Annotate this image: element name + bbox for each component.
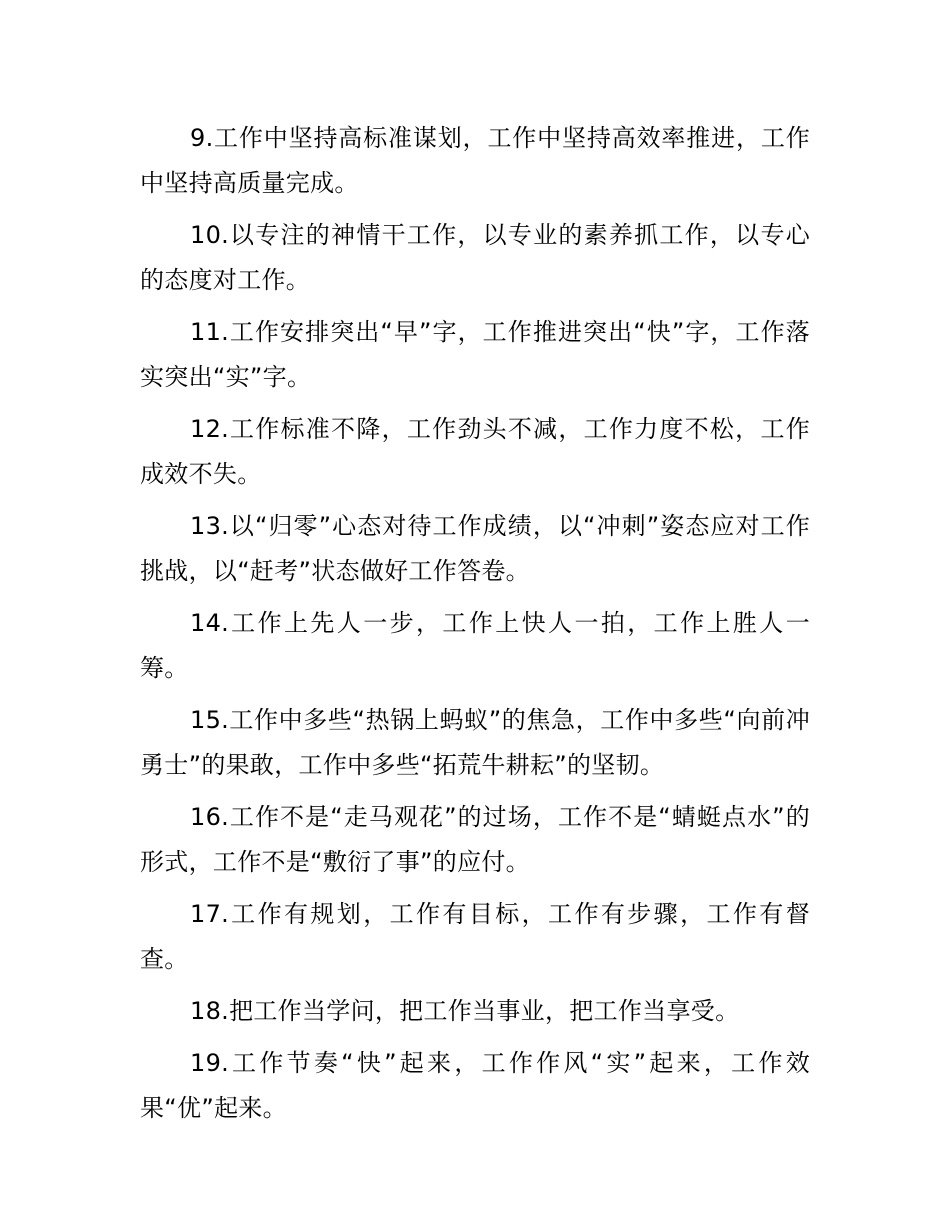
paragraph-16: 16.工作不是“走马观花”的过场，工作不是“蜻蜓点水”的形式，工作不是“敷衍了事”的应付。 [140, 803, 810, 876]
paragraph-9: 9.工作中坚持高标准谋划，工作中坚持高效率推进，工作中坚持高质量完成。 [140, 124, 810, 197]
paragraph-13: 13.以“归零”心态对待工作成绩，以“冲刺”姿态应对工作挑战，以“赶考”状态做好工作答卷。 [140, 512, 810, 585]
paragraph-12: 12.工作标准不降，工作劲头不减，工作力度不松，工作成效不失。 [140, 415, 810, 488]
paragraph-18: 18.把工作当学问，把工作当事业，把工作当享受。 [190, 997, 740, 1025]
paragraph-10: 10.以专注的神情干工作，以专业的素养抓工作，以专心的态度对工作。 [140, 221, 810, 294]
paragraph-14: 14.工作上先人一步，工作上快人一拍，工作上胜人一筹。 [140, 609, 810, 682]
paragraph-19: 19.工作节奏“快”起来，工作作风“实”起来，工作效果“优”起来。 [140, 1049, 810, 1122]
paragraph-17: 17.工作有规划，工作有目标，工作有步骤，工作有督查。 [140, 900, 810, 973]
paragraph-11: 11.工作安排突出“早”字，工作推进突出“快”字，工作落实突出“实”字。 [140, 318, 810, 391]
paragraph-15: 15.工作中多些“热锅上蚂蚁”的焦急，工作中多些“向前冲勇士”的果敢，工作中多些“拓荒牛耕耘”的坚韧。 [140, 706, 810, 779]
document-body [140, 116, 810, 1138]
